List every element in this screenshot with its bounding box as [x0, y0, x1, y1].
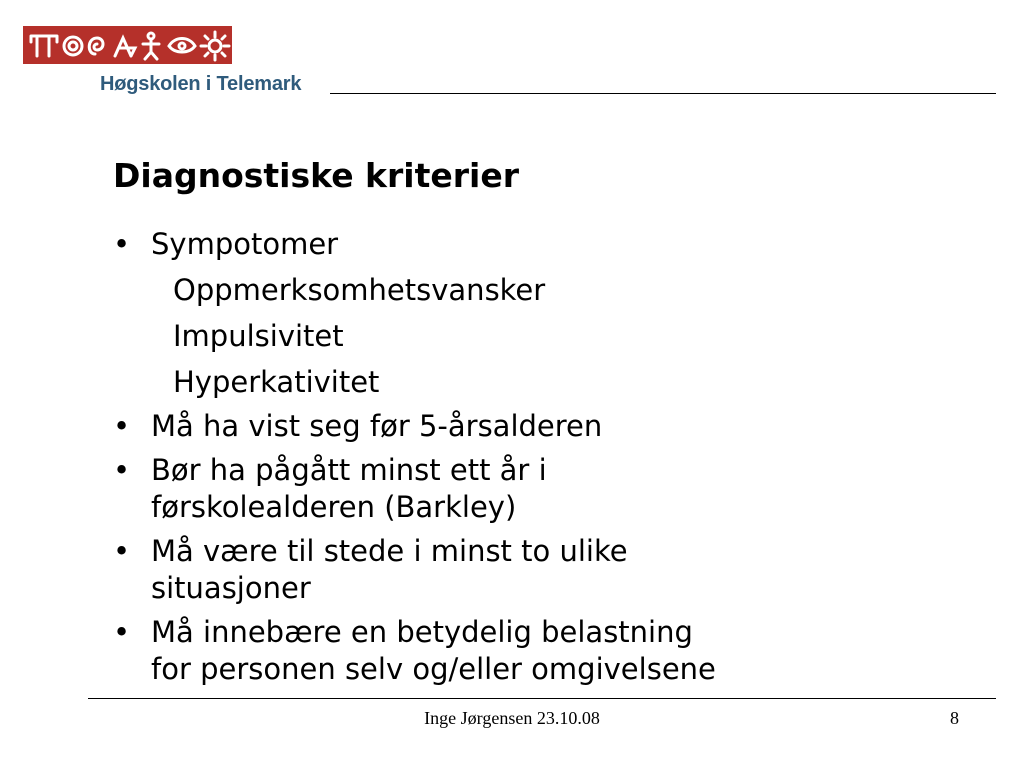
bullet-text: Sympotomer [151, 227, 339, 261]
bullet-list [113, 226, 793, 695]
sub-item: Hyperkativitet [173, 365, 380, 399]
bullet-item [113, 614, 793, 688]
bullet-item [113, 226, 793, 401]
sub-item: Impulsivitet [173, 319, 344, 353]
bullet-line: for personen selv og/eller omgivelsene [151, 652, 716, 686]
bullet-item [113, 408, 793, 445]
institution-name: Høgskolen i Telemark [100, 73, 302, 95]
bullet-line: Må være til stede i minst to ulike [151, 534, 628, 568]
bullet-item [113, 452, 793, 526]
bullet-line: situasjoner [151, 571, 311, 605]
bullet-text: Må ha vist seg før 5-årsalderen [151, 409, 603, 443]
petroglyph-logo-icon [23, 26, 232, 64]
logo-box [23, 26, 232, 64]
bullet-item [113, 533, 793, 607]
header-divider [330, 93, 996, 94]
footer-author-date: Inge Jørgensen 23.10.08 [424, 708, 600, 728]
bullet-line: Må innebære en betydelig belastning [151, 615, 693, 649]
footer-divider [88, 698, 996, 699]
slide-title: Diagnostiske kriterier [113, 156, 519, 195]
page-number: 8 [950, 708, 959, 728]
bullet-line: Bør ha pågått minst ett år i [151, 453, 547, 487]
bullet-line: førskolealderen (Barkley) [151, 490, 517, 524]
sub-item: Oppmerksomhetsvansker [173, 273, 546, 307]
